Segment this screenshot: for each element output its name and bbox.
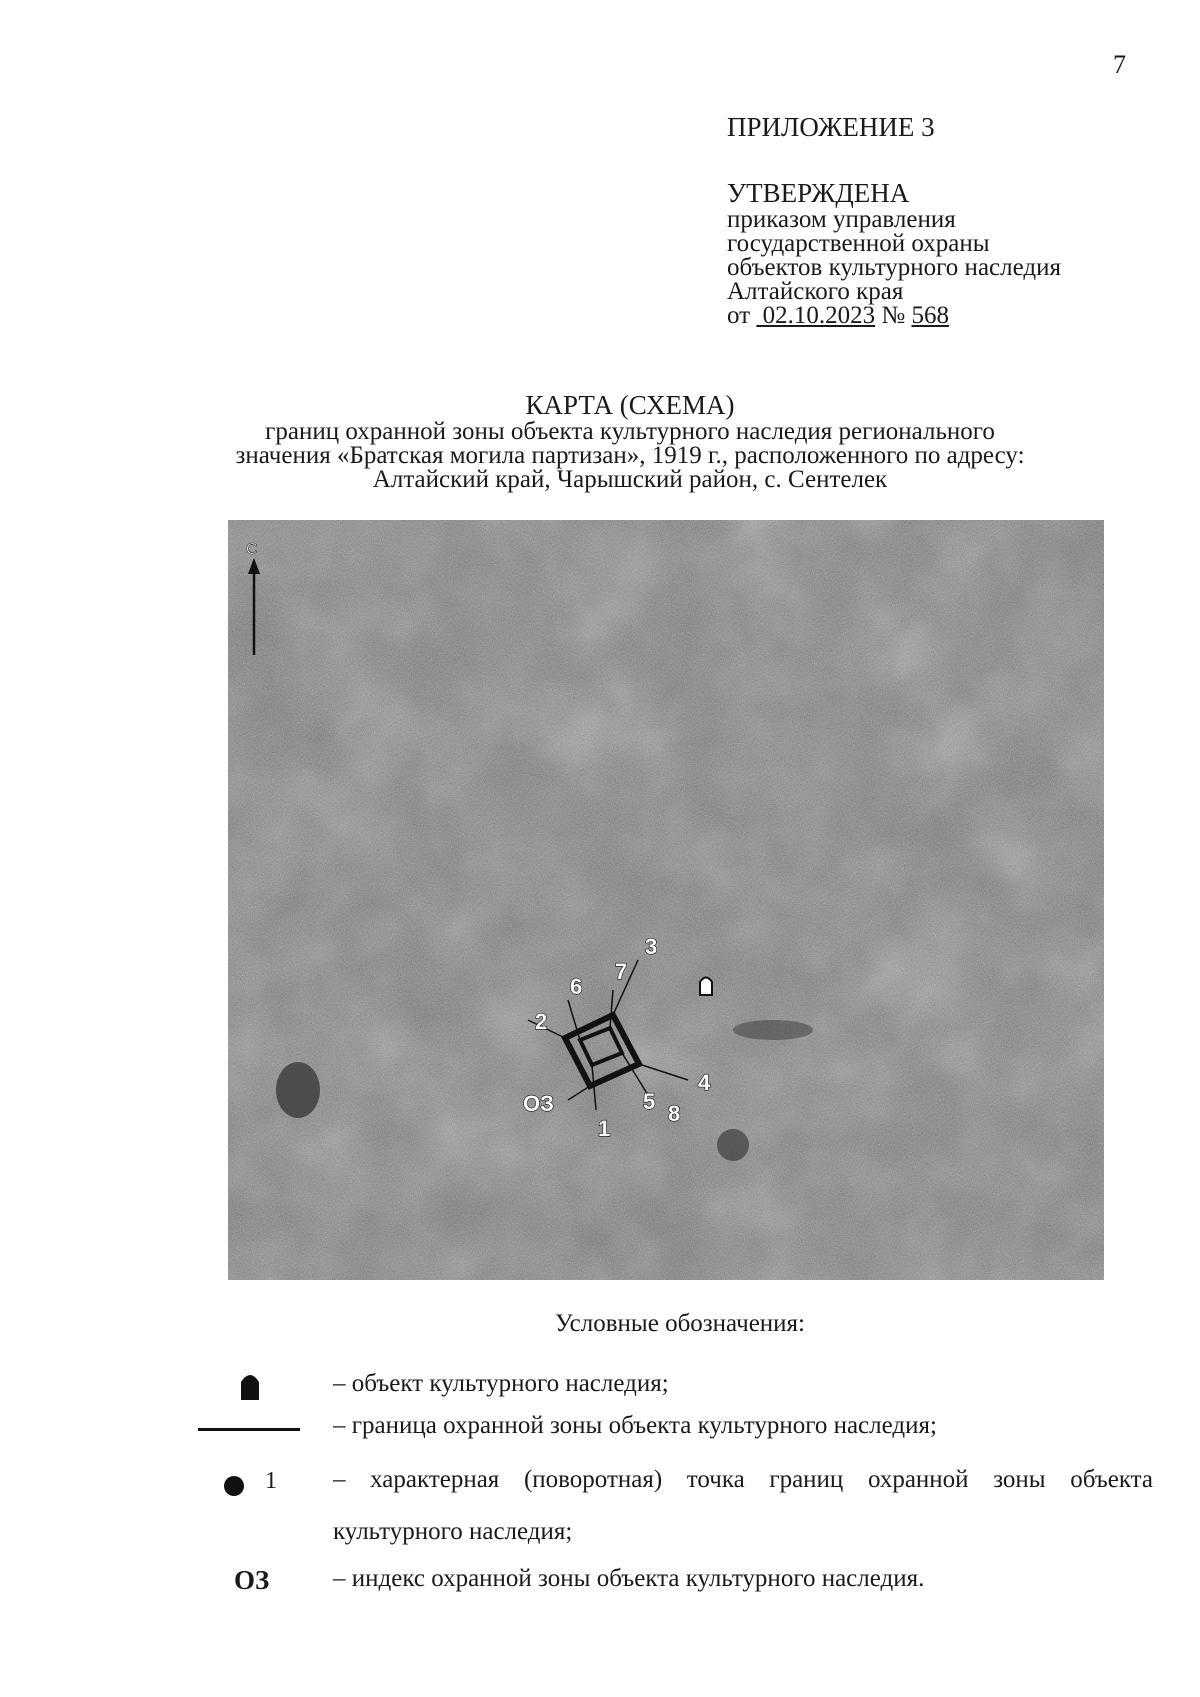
- approval-line: приказом управления: [727, 206, 956, 233]
- point-label-6: 6: [570, 974, 583, 999]
- heritage-object-icon: [700, 978, 712, 996]
- point-label-8: 8: [668, 1101, 681, 1126]
- point-label-2: 2: [535, 1009, 548, 1034]
- legend-text: – характерная (поворотная) точка границ охранной зоны объекта: [333, 1466, 1153, 1493]
- appendix-label: ПРИЛОЖЕНИЕ 3: [727, 112, 935, 142]
- date-prefix: от: [727, 302, 751, 329]
- point-label-7: 7: [615, 959, 628, 984]
- map-subtitle-line: значения «Братская могила партизан», 1919 г., расположенного по адресу:: [235, 442, 1025, 469]
- map-subtitle-line: границ охранной зоны объекта культурного наследия регионального: [265, 418, 995, 445]
- legend-title: Условные обозначения:: [554, 1310, 806, 1337]
- map-title-block: [150, 390, 1110, 492]
- number-sign: №: [881, 302, 906, 329]
- turning-point-symbol: [224, 1476, 244, 1496]
- approved-title: УТВЕРЖДЕНА: [727, 178, 910, 208]
- order-number: 568: [911, 302, 949, 329]
- heritage-object-icon: [239, 1370, 261, 1402]
- legend-title-row: [0, 1310, 1200, 1338]
- turning-point-symbol-label: 1: [265, 1468, 277, 1494]
- approval-line: объектов культурного наследия: [727, 254, 1061, 281]
- point-label-5: 5: [643, 1089, 656, 1114]
- legend-text: – индекс охранной зоны объекта культурного наследия.: [333, 1565, 925, 1592]
- order-date: 02.10.2023: [762, 302, 876, 329]
- map-subtitle-line: Алтайский край, Чарышский район, с. Сентелек: [372, 466, 888, 493]
- legend-text: культурного наследия;: [333, 1518, 573, 1545]
- zone-index-label: ОЗ: [523, 1091, 554, 1116]
- approval-line: Алтайского края: [727, 278, 904, 305]
- approval-block: [727, 178, 1167, 328]
- legend-text: – объект культурного наследия;: [333, 1370, 669, 1397]
- point-label-1: 1: [598, 1116, 611, 1141]
- boundary-line-symbol: [198, 1428, 300, 1431]
- zone-index-symbol: ОЗ: [234, 1565, 270, 1595]
- north-label: С: [246, 541, 258, 558]
- legend-text: – граница охранной зоны объекта культурного наследия;: [333, 1412, 937, 1439]
- satellite-map: [228, 520, 1104, 1280]
- approval-line: государственной охраны: [727, 230, 990, 257]
- order-date-number: [727, 304, 1167, 328]
- point-label-4: 4: [698, 1070, 711, 1095]
- point-label-3: 3: [645, 934, 658, 959]
- page-number: 7: [1113, 50, 1126, 79]
- map-title: КАРТА (СХЕМА): [525, 390, 735, 420]
